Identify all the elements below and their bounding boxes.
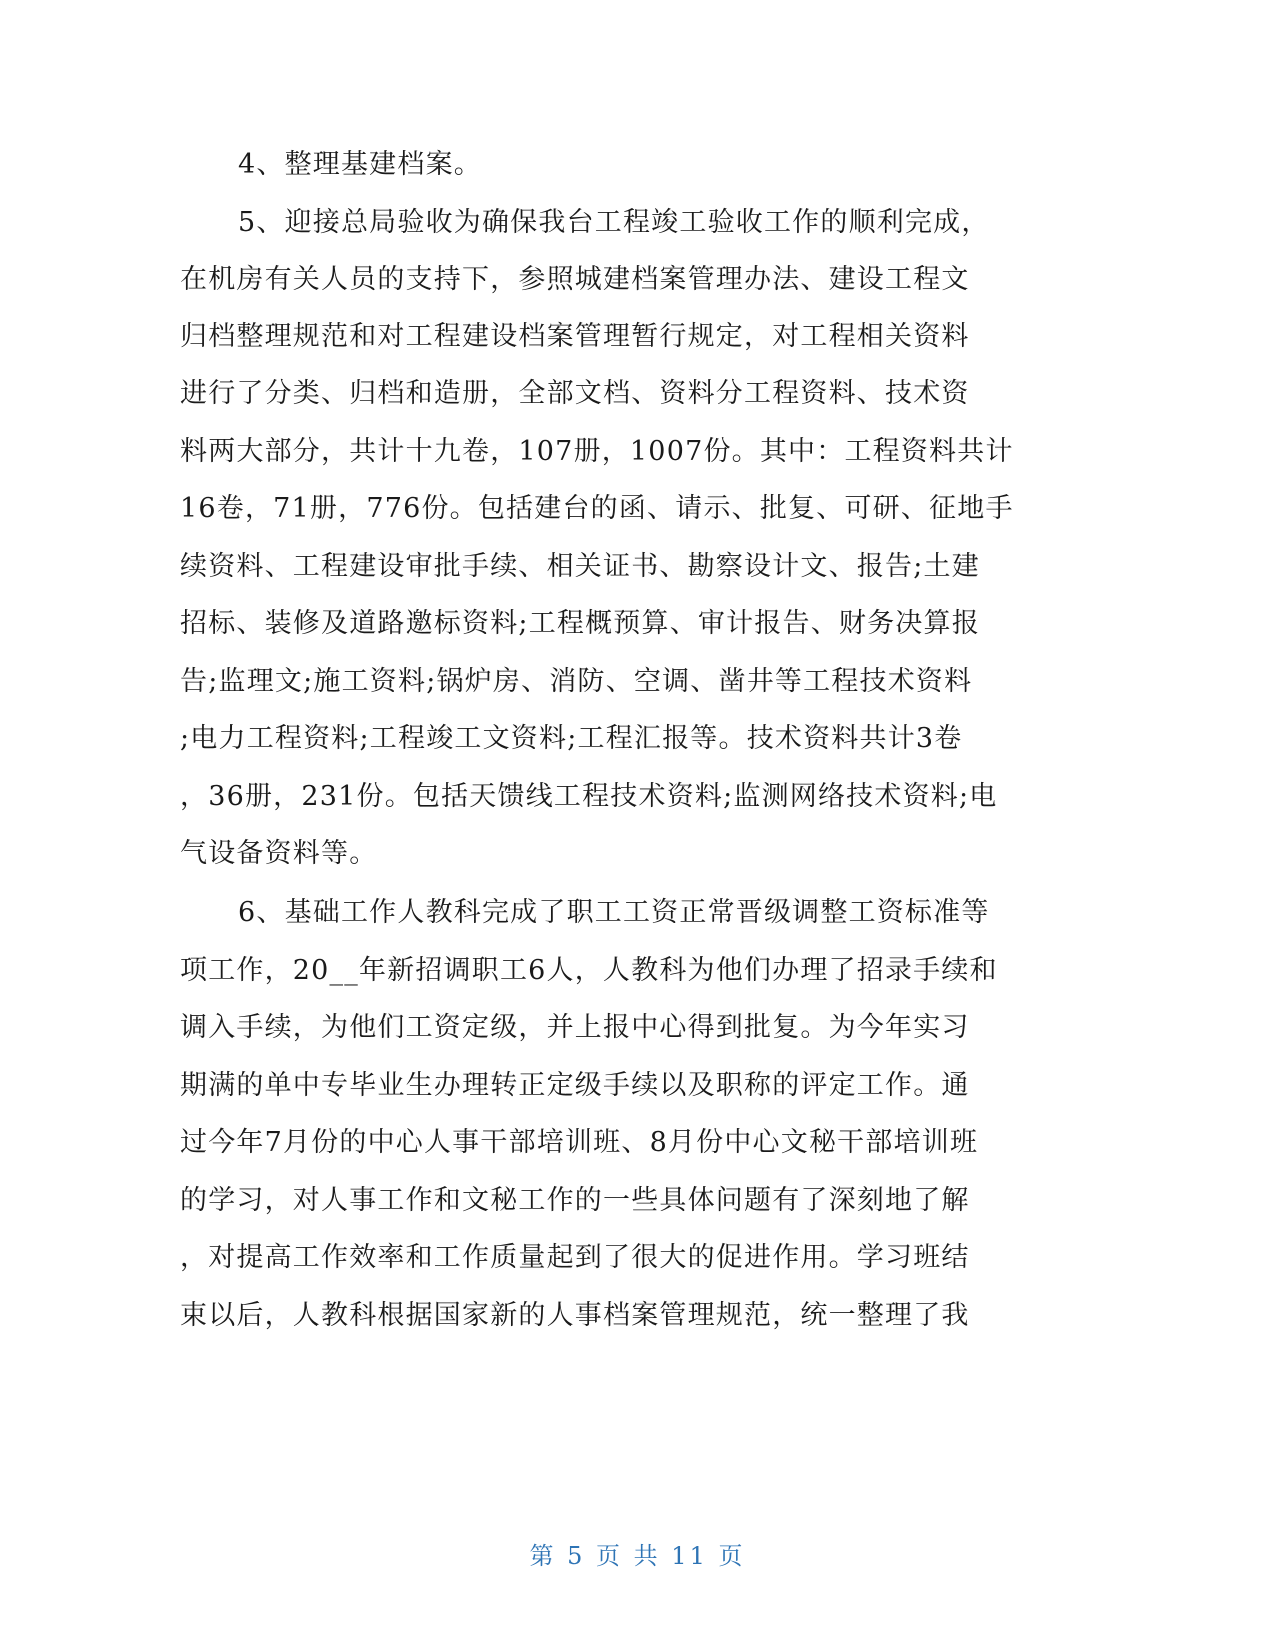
paragraph-6-line-5: 过今年7月份的中心人事干部培训班、8月份中心文秘干部培训班 [180,1127,979,1158]
paragraph-5-line-12: 气设备资料等。 [180,838,378,869]
paragraph-6-line-6: 的学习，对人事工作和文秘工作的一些具体问题有了深刻地了解 [180,1185,970,1216]
paragraph-5-line-3: 归档整理规范和对工程建设档案管理暂行规定，对工程相关资料 [180,321,970,352]
paragraph-5-line-6: 16卷，71册，776份。包括建台的函、请示、批复、可研、征地手 [180,493,1014,524]
paragraph-5-line-2: 在机房有关人员的支持下，参照城建档案管理办法、建设工程文 [180,264,970,295]
paragraph-5-line-8: 招标、装修及道路邀标资料;工程概预算、审计报告、财务决算报 [180,608,980,639]
paragraph-6-line-8: 束以后，人教科根据国家新的人事档案管理规范，统一整理了我 [180,1300,970,1331]
paragraph-5-line-5: 料两大部分，共计十九卷，107册，1007份。其中：工程资料共计 [180,436,1014,467]
paragraph-6-line-2: 项工作，20__年新招调职工6人，人教科为他们办理了招录手续和 [180,955,998,986]
paragraph-6-line-7: ，对提高工作效率和工作质量起到了很大的促进作用。学习班结 [180,1242,970,1273]
paragraph-6-line-1: 6、基础工作人教科完成了职工工资正常晋级调整工资标准等 [238,897,990,928]
paragraph-5-line-4: 进行了分类、归档和造册，全部文档、资料分工程资料、技术资 [180,378,970,409]
paragraph-6-line-3: 调入手续，为他们工资定级，并上报中心得到批复。为今年实习 [180,1012,970,1043]
paragraph-5-line-1: 5、迎接总局验收为确保我台工程竣工验收工作的顺利完成， [238,207,990,238]
paragraph-5-line-7: 续资料、工程建设审批手续、相关证书、勘察设计文、报告;土建 [180,551,980,582]
paragraph-5-line-11: ，36册，231份。包括天馈线工程技术资料;监测网络技术资料;电 [180,781,998,812]
paragraph-5-line-9: 告;监理文;施工资料;锅炉房、消防、空调、凿井等工程技术资料 [180,666,973,697]
page-number-footer: 第 5 页 共 11 页 [529,1542,746,1570]
paragraph-4-line-1: 4、整理基建档案。 [238,149,482,180]
paragraph-6-line-4: 期满的单中专毕业生办理转正定级手续以及职称的评定工作。通 [180,1070,970,1101]
paragraph-5-line-10: ;电力工程资料;工程竣工文资料;工程汇报等。技术资料共计3卷 [180,723,963,754]
